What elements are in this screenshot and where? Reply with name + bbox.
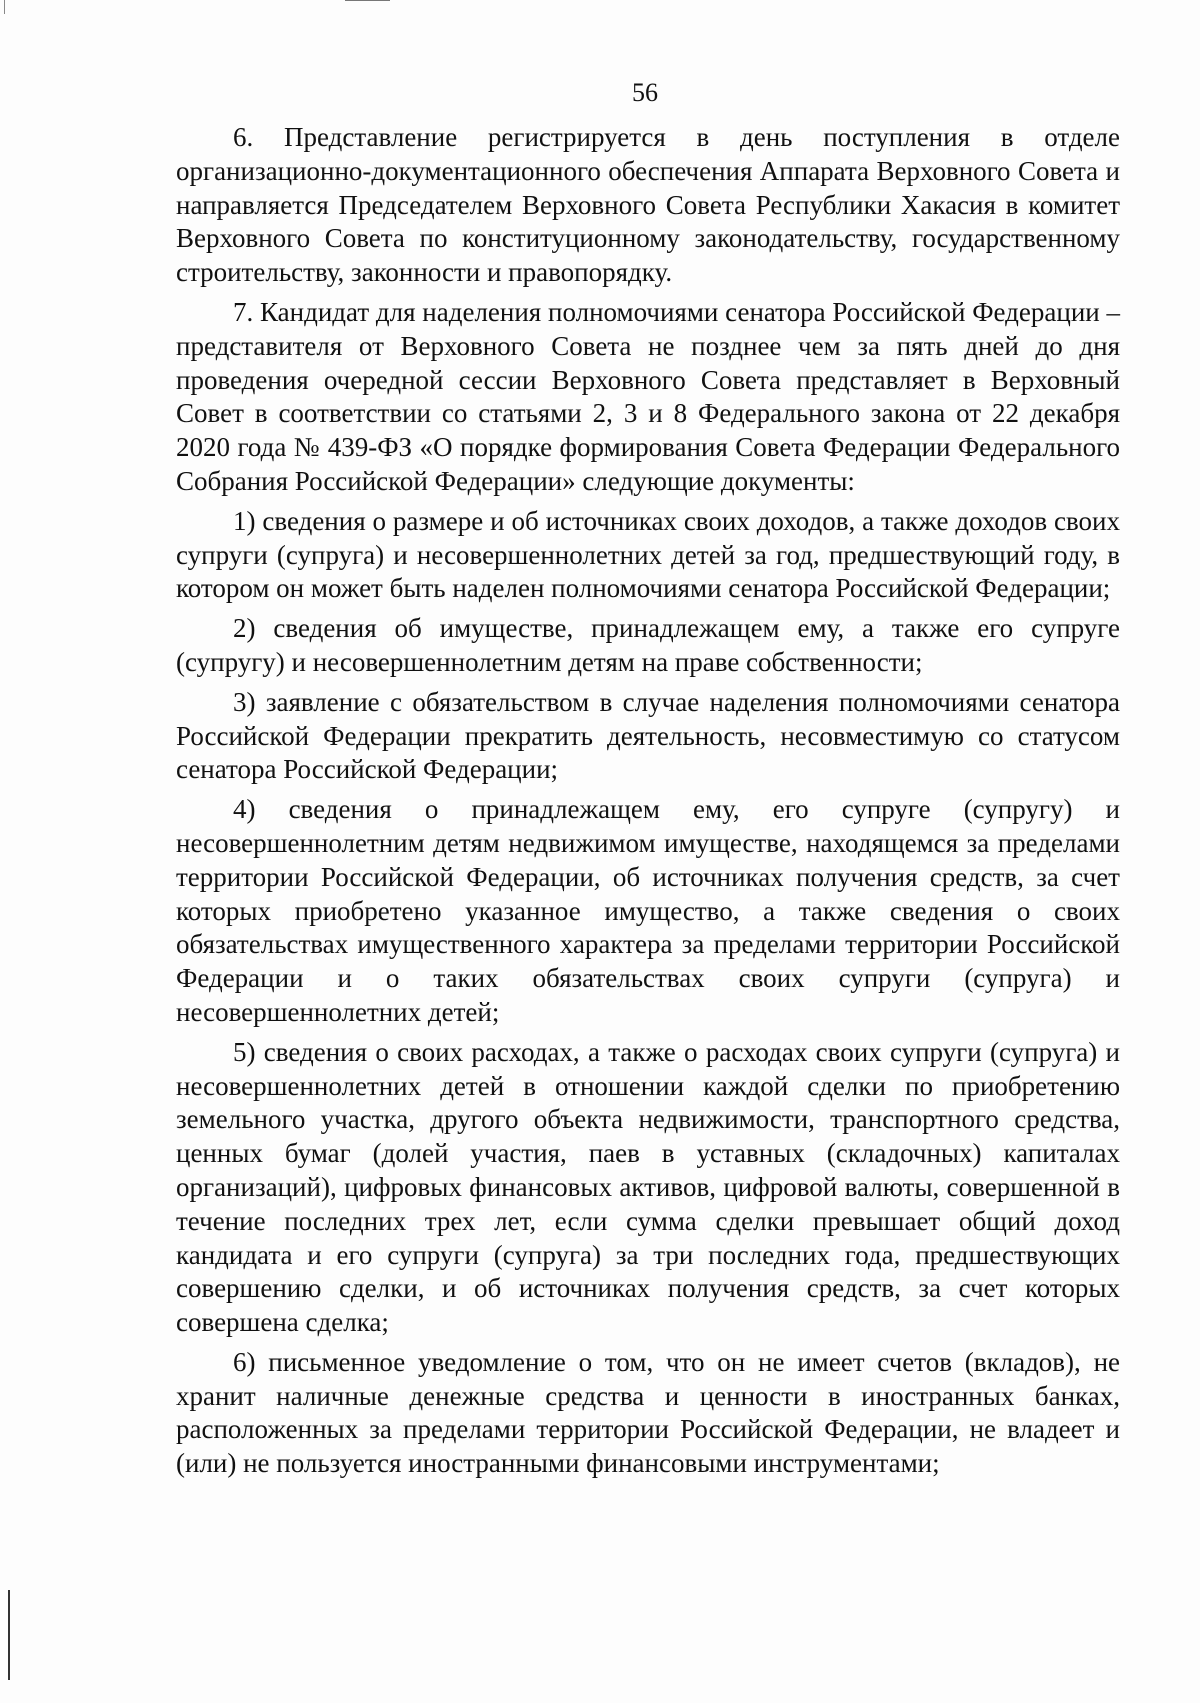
scan-artifact <box>345 0 390 1</box>
page-number: 56 <box>632 78 658 107</box>
scan-artifact <box>8 1590 10 1680</box>
paragraph-7: 7. Кандидат для наделения полномочиями сенатора Российской Федерации – представителя от Верховного Совета не позднее чем за пять дней до дня проведения очередной сессии Верховного Совета представляет в Верховный Совет в соответствии со статьями 2, 3 и 8 Федерального закона от 22 декабря 2020 года № 439-ФЗ «О порядке формирования Совета Федерации Федерального Собрания Российской Федерации» следующие документы: <box>176 296 1120 496</box>
document-body <box>176 121 1120 1487</box>
list-item-6: 6) письменное уведомление о том, что он не имеет счетов (вкладов), не хранит наличные денежные средства и ценности в иностранных банках, расположенных за пределами территории Российской Федерации, не владеет и (или) не пользуется иностранными финансовыми инструментами; <box>176 1346 1120 1479</box>
scan-artifact <box>4 0 5 14</box>
list-item-3: 3) заявление с обязательством в случае наделения полномочиями сенатора Российской Федерации прекратить деятельность, несовместимую со статусом сенатора Российской Федерации; <box>176 686 1120 785</box>
paragraph-6: 6. Представление регистрируется в день поступления в отделе организационно-документационного обеспечения Аппарата Верховного Совета и направляется Председателем Верховного Совета Республики Хакасия в комитет Верховного Совета по конституционному законодательству, государственному строительству, законности и правопорядку. <box>176 122 1120 288</box>
list-item-2: 2) сведения об имуществе, принадлежащем ему, а также его супруге (супругу) и несовершеннолетним детям на праве собственности; <box>176 613 1120 677</box>
list-item-4: 4) сведения о принадлежащем ему, его супруге (супругу) и несовершеннолетним детям недвижимом имуществе, находящемся за пределами территории Российской Федерации, об источниках получения средств, за счет которых приобретено указанное имущество, а также сведения о своих обязательствах имущественного характера за пределами территории Российской Федерации и о таких обязательствах своих супруги (супруга) и несовершеннолетних детей; <box>176 794 1120 1027</box>
list-item-5: 5) сведения о своих расходах, а также о расходах своих супруги (супруга) и несовершеннолетних детей в отношении каждой сделки по приобретению земельного участка, другого объекта недвижимости, транспортного средства, ценных бумаг (долей участия, паев в уставных (складочных) капиталах организаций), цифровых финансовых активов, цифровой валюты, совершенной в течение последних трех лет, если сумма сделки превышает общий доход кандидата и его супруги (супруга) за три последних года, предшествующих совершению сделки, и об источниках получения средств, за счет которых совершена сделка; <box>176 1036 1120 1338</box>
list-item-1: 1) сведения о размере и об источниках своих доходов, а также доходов своих супруги (супруга) и несовершеннолетних детей за год, предшествующий году, в котором он может быть наделен полномочиями сенатора Российской Федерации; <box>176 505 1120 604</box>
